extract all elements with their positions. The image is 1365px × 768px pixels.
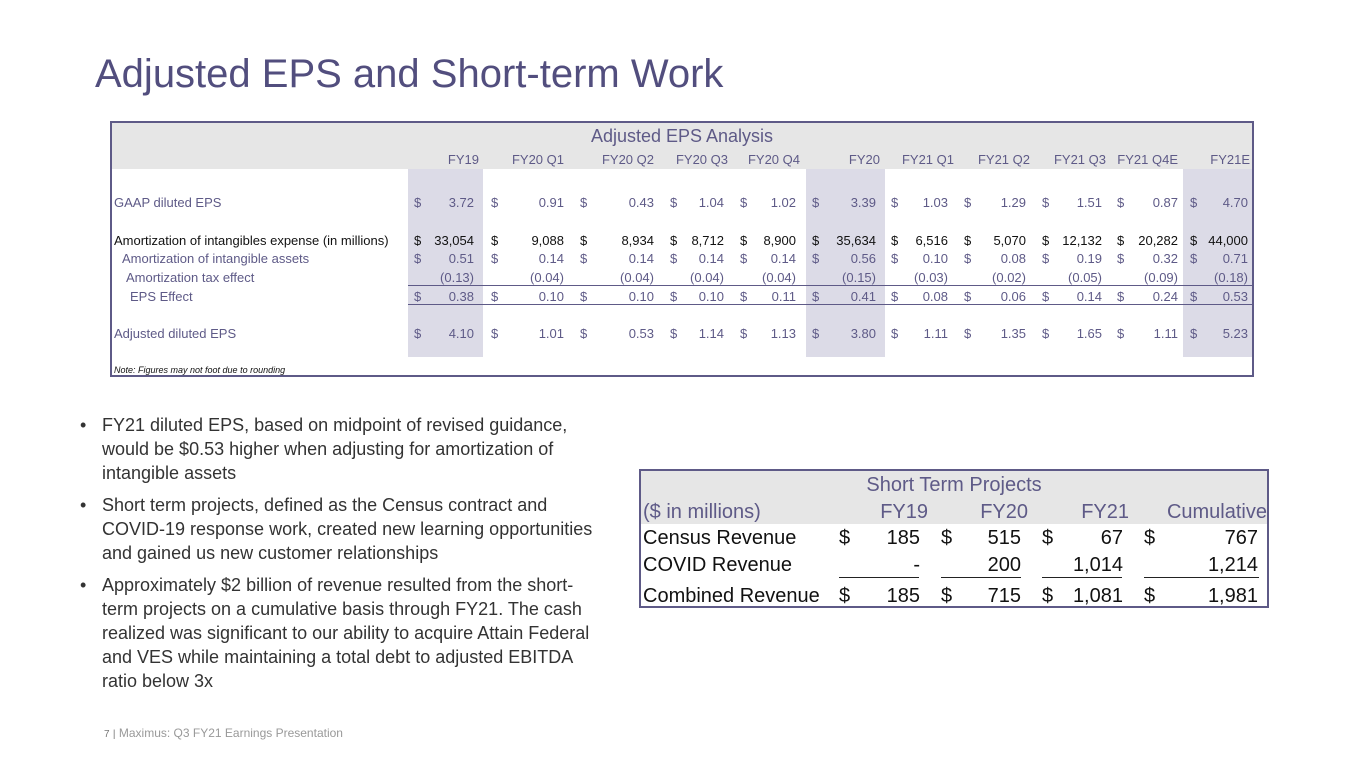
eps-column-header: FY21 Q1 xyxy=(901,152,954,167)
eps-cell-value: 1.02 xyxy=(770,195,796,210)
eps-cell-value: 0.14 xyxy=(770,251,796,266)
eps-dollar-sign: $ xyxy=(414,326,422,341)
eps-row-label: Amortization tax effect xyxy=(126,270,255,285)
eps-dollar-sign: $ xyxy=(580,195,588,210)
eps-dollar-sign: $ xyxy=(891,195,899,210)
eps-cell-value: 0.19 xyxy=(1076,251,1102,266)
eps-dollar-sign: $ xyxy=(491,326,499,341)
eps-cell-value: 12,132 xyxy=(1062,233,1102,248)
eps-cell-value: 20,282 xyxy=(1138,233,1178,248)
short-term-title: Short Term Projects xyxy=(866,474,1042,496)
eps-cell-value: (0.04) xyxy=(762,270,796,285)
short-term-column-header: FY19 xyxy=(880,501,928,523)
eps-dollar-sign: $ xyxy=(670,251,678,266)
eps-cell-value: 35,634 xyxy=(836,233,876,248)
eps-column-header: FY20 xyxy=(848,152,880,167)
eps-dollar-sign: $ xyxy=(580,251,588,266)
short-term-row-label: COVID Revenue xyxy=(643,554,792,576)
short-term-column-header: Cumulative xyxy=(1166,501,1267,523)
eps-dollar-sign: $ xyxy=(812,233,820,248)
eps-cell-value: 1.01 xyxy=(538,326,564,341)
eps-cell-value: 0.87 xyxy=(1152,195,1178,210)
eps-dollar-sign: $ xyxy=(964,233,972,248)
eps-dollar-sign: $ xyxy=(740,289,748,304)
eps-cell-value: 1.11 xyxy=(1153,326,1178,341)
short-term-column-header: FY21 xyxy=(1081,501,1129,523)
eps-row-label: Amortization of intangibles expense (in millions) xyxy=(114,233,389,248)
eps-cell-value: 4.70 xyxy=(1222,195,1248,210)
short-term-dollar-sign: $ xyxy=(1042,585,1054,607)
eps-cell-value: 0.11 xyxy=(771,289,796,304)
eps-cell-value: 0.41 xyxy=(850,289,876,304)
eps-dollar-sign: $ xyxy=(1042,289,1050,304)
short-term-dollar-sign: $ xyxy=(839,527,851,549)
short-term-dollar-sign: $ xyxy=(941,585,953,607)
eps-cell-value: 1.29 xyxy=(1000,195,1026,210)
eps-dollar-sign: $ xyxy=(414,251,422,266)
eps-cell-value: 8,934 xyxy=(621,233,654,248)
eps-dollar-sign: $ xyxy=(891,326,899,341)
eps-dollar-sign: $ xyxy=(580,326,588,341)
eps-cell-value: 0.56 xyxy=(850,251,876,266)
eps-table-title: Adjusted EPS Analysis xyxy=(590,126,774,146)
eps-cell-value: 3.39 xyxy=(850,195,876,210)
eps-dollar-sign: $ xyxy=(812,289,820,304)
short-term-column-header: FY20 xyxy=(980,501,1028,523)
footer-text: Maximus: Q3 FY21 Earnings Presentation xyxy=(118,726,343,740)
eps-dollar-sign: $ xyxy=(740,195,748,210)
eps-cell-value: 0.71 xyxy=(1222,251,1248,266)
eps-dollar-sign: $ xyxy=(580,233,588,248)
eps-row-label: GAAP diluted EPS xyxy=(114,195,222,210)
short-term-cell-value: 1,214 xyxy=(1207,554,1258,576)
eps-dollar-sign: $ xyxy=(964,289,972,304)
short-term-cell-value: 515 xyxy=(987,527,1021,549)
eps-cell-value: 0.14 xyxy=(628,251,654,266)
page-title: Adjusted EPS and Short-term Work xyxy=(95,52,724,96)
eps-effect-bottom-rule xyxy=(408,304,1254,305)
eps-analysis-table xyxy=(110,121,1254,377)
subtotal-underline xyxy=(941,577,1021,578)
eps-row-label: Adjusted diluted EPS xyxy=(114,326,237,341)
short-term-dollar-sign: $ xyxy=(839,585,851,607)
short-term-cell-value: 200 xyxy=(987,554,1021,576)
eps-cell-value: 0.10 xyxy=(698,289,724,304)
eps-dollar-sign: $ xyxy=(891,233,899,248)
eps-cell-value: 8,900 xyxy=(763,233,796,248)
eps-cell-value: 1.13 xyxy=(770,326,796,341)
subtotal-underline xyxy=(1144,577,1259,578)
footer-separator: | xyxy=(112,729,116,740)
eps-dollar-sign: $ xyxy=(670,233,678,248)
short-term-dollar-sign: $ xyxy=(941,527,953,549)
eps-dollar-sign: $ xyxy=(740,251,748,266)
eps-dollar-sign: $ xyxy=(740,233,748,248)
short-term-cell-value: 185 xyxy=(886,585,920,607)
eps-dollar-sign: $ xyxy=(1190,251,1198,266)
eps-dollar-sign: $ xyxy=(812,195,820,210)
eps-dollar-sign: $ xyxy=(414,233,422,248)
short-term-dollar-sign: $ xyxy=(1144,527,1156,549)
eps-cell-value: 0.38 xyxy=(448,289,474,304)
eps-dollar-sign: $ xyxy=(1117,195,1125,210)
short-term-cell-value: 67 xyxy=(1100,527,1123,549)
page-number: 7 xyxy=(104,729,110,740)
short-term-cell-value: 185 xyxy=(886,527,920,549)
eps-cell-value: (0.05) xyxy=(1068,270,1102,285)
bullet-text: FY21 diluted EPS, based on midpoint of revised guidance, would be $0.53 higher when adjusting for amortization of intangible assets xyxy=(102,415,568,483)
eps-effect-top-rule xyxy=(408,285,1254,286)
eps-dollar-sign: $ xyxy=(1117,251,1125,266)
eps-dollar-sign: $ xyxy=(1042,326,1050,341)
eps-cell-value: 3.80 xyxy=(850,326,876,341)
bullet-text: Approximately $2 billion of revenue resulted from the short-term projects on a cumulative basis through FY21. The cash realized was significant to our ability to acquire Attain Federal and VES while maintaining a total debt to adjusted EBITDA ratio below 3x xyxy=(102,575,590,691)
eps-column-header: FY20 Q4 xyxy=(747,152,800,167)
eps-cell-value: 0.10 xyxy=(628,289,654,304)
eps-cell-value: 0.08 xyxy=(922,289,948,304)
eps-dollar-sign: $ xyxy=(1042,251,1050,266)
eps-cell-value: 0.14 xyxy=(698,251,724,266)
eps-cell-value: 0.24 xyxy=(1152,289,1178,304)
short-term-cell-value: 767 xyxy=(1224,527,1258,549)
bullet-item xyxy=(80,413,605,485)
eps-cell-value: 8,712 xyxy=(691,233,724,248)
eps-dollar-sign: $ xyxy=(491,233,499,248)
short-term-row-label: Combined Revenue xyxy=(643,585,820,607)
eps-cell-value: 9,088 xyxy=(531,233,564,248)
eps-dollar-sign: $ xyxy=(491,251,499,266)
eps-dollar-sign: $ xyxy=(891,289,899,304)
eps-dollar-sign: $ xyxy=(1117,233,1125,248)
eps-cell-value: (0.02) xyxy=(992,270,1026,285)
key-points-list xyxy=(80,413,605,701)
eps-cell-value: (0.15) xyxy=(842,270,876,285)
eps-row-label: Amortization of intangible assets xyxy=(122,251,310,266)
eps-dollar-sign: $ xyxy=(580,289,588,304)
eps-dollar-sign: $ xyxy=(964,326,972,341)
subtotal-underline xyxy=(1042,577,1122,578)
eps-cell-value: (0.13) xyxy=(440,270,474,285)
eps-column-header: FY20 Q1 xyxy=(511,152,564,167)
eps-dollar-sign: $ xyxy=(812,326,820,341)
eps-cell-value: 0.91 xyxy=(538,195,564,210)
subtotal-underline xyxy=(839,577,919,578)
eps-cell-value: 0.53 xyxy=(1222,289,1248,304)
eps-cell-value: 44,000 xyxy=(1208,233,1248,248)
eps-dollar-sign: $ xyxy=(1190,195,1198,210)
eps-cell-value: 6,516 xyxy=(915,233,948,248)
eps-cell-value: (0.09) xyxy=(1144,270,1178,285)
eps-cell-value: 0.10 xyxy=(922,251,948,266)
eps-cell-value: 0.43 xyxy=(628,195,654,210)
eps-cell-value: 5,070 xyxy=(993,233,1026,248)
eps-table-note: Note: Figures may not foot due to rounding xyxy=(114,365,286,375)
eps-cell-value: 0.32 xyxy=(1152,251,1178,266)
eps-column-header: FY20 Q2 xyxy=(601,152,654,167)
eps-cell-value: (0.04) xyxy=(620,270,654,285)
eps-cell-value: 33,054 xyxy=(434,233,474,248)
eps-dollar-sign: $ xyxy=(1117,289,1125,304)
short-term-projects-table xyxy=(639,469,1269,608)
eps-dollar-sign: $ xyxy=(964,251,972,266)
bullet-marker: • xyxy=(80,415,87,435)
short-term-cell-value: 1,981 xyxy=(1207,585,1258,607)
eps-dollar-sign: $ xyxy=(670,289,678,304)
eps-column-header: FY21 Q2 xyxy=(977,152,1030,167)
eps-dollar-sign: $ xyxy=(670,195,678,210)
eps-dollar-sign: $ xyxy=(740,326,748,341)
short-term-dollar-sign: $ xyxy=(1144,585,1156,607)
eps-dollar-sign: $ xyxy=(491,289,499,304)
eps-dollar-sign: $ xyxy=(1042,195,1050,210)
eps-dollar-sign: $ xyxy=(414,195,422,210)
short-term-unit-label: ($ in millions) xyxy=(643,501,761,523)
eps-cell-value: (0.18) xyxy=(1214,270,1248,285)
short-term-cell-value: 1,081 xyxy=(1072,585,1123,607)
eps-row-label: EPS Effect xyxy=(130,289,193,304)
eps-cell-value: 1.11 xyxy=(923,326,948,341)
eps-dollar-sign: $ xyxy=(670,326,678,341)
bullet-item xyxy=(80,573,605,693)
eps-dollar-sign: $ xyxy=(1042,233,1050,248)
eps-dollar-sign: $ xyxy=(964,195,972,210)
eps-column-header: FY21 Q3 xyxy=(1053,152,1106,167)
eps-cell-value: 1.35 xyxy=(1000,326,1026,341)
eps-dollar-sign: $ xyxy=(1117,326,1125,341)
eps-cell-value: 1.51 xyxy=(1076,195,1102,210)
eps-cell-value: 1.03 xyxy=(922,195,948,210)
eps-column-header: FY20 Q3 xyxy=(675,152,728,167)
eps-dollar-sign: $ xyxy=(1190,289,1198,304)
eps-cell-value: 1.14 xyxy=(698,326,724,341)
eps-column-header: FY21 Q4E xyxy=(1117,152,1178,167)
eps-dollar-sign: $ xyxy=(491,195,499,210)
eps-cell-value: 0.14 xyxy=(1076,289,1102,304)
short-term-cell-value: 1,014 xyxy=(1072,554,1123,576)
eps-dollar-sign: $ xyxy=(1190,233,1198,248)
bullet-marker: • xyxy=(80,575,87,595)
eps-cell-value: 1.65 xyxy=(1076,326,1102,341)
eps-cell-value: 0.53 xyxy=(628,326,654,341)
eps-cell-value: 0.10 xyxy=(538,289,564,304)
short-term-cell-value: 715 xyxy=(987,585,1021,607)
eps-cell-value: 0.14 xyxy=(538,251,564,266)
short-term-row-label: Census Revenue xyxy=(643,527,797,549)
eps-cell-value: 1.04 xyxy=(698,195,724,210)
eps-cell-value: 0.08 xyxy=(1000,251,1026,266)
eps-column-header: FY19 xyxy=(447,152,479,167)
eps-dollar-sign: $ xyxy=(891,251,899,266)
eps-cell-value: 5.23 xyxy=(1222,326,1248,341)
eps-column-header: FY21E xyxy=(1210,152,1250,167)
eps-dollar-sign: $ xyxy=(414,289,422,304)
eps-cell-value: (0.03) xyxy=(914,270,948,285)
eps-dollar-sign: $ xyxy=(1190,326,1198,341)
eps-cell-value: 4.10 xyxy=(448,326,474,341)
eps-cell-value: 3.72 xyxy=(448,195,474,210)
eps-cell-value: 0.51 xyxy=(448,251,474,266)
bullet-item xyxy=(80,493,605,565)
eps-dollar-sign: $ xyxy=(812,251,820,266)
eps-cell-value: (0.04) xyxy=(690,270,724,285)
eps-cell-value: 0.06 xyxy=(1000,289,1026,304)
bullet-text: Short term projects, defined as the Census contract and COVID-19 response work, created new learning opportunities and gained us new customer relationships xyxy=(102,495,593,563)
short-term-cell-value: - xyxy=(913,554,920,576)
short-term-dollar-sign: $ xyxy=(1042,527,1054,549)
footer xyxy=(104,726,343,740)
bullet-marker: • xyxy=(80,495,87,515)
eps-cell-value: (0.04) xyxy=(530,270,564,285)
